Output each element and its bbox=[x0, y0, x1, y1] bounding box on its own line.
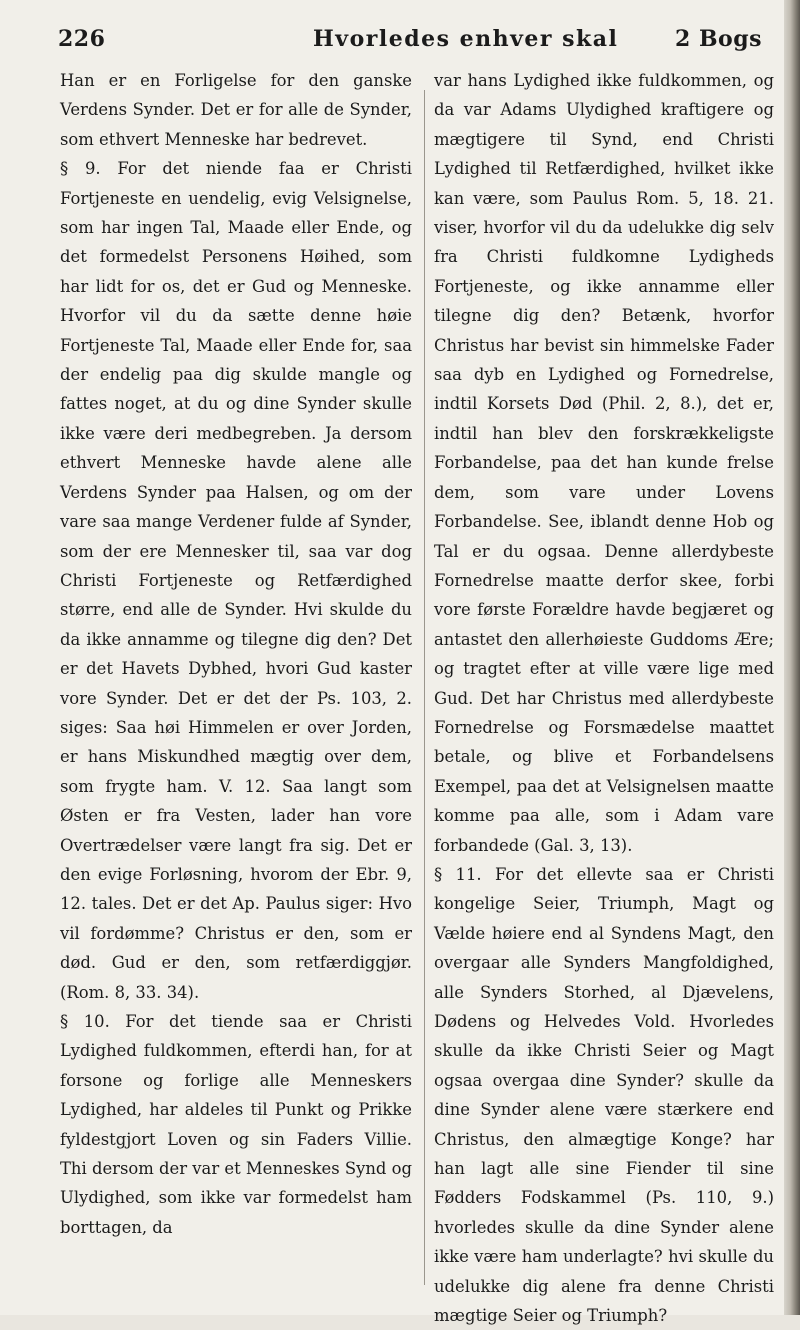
right-paragraph-1: var hans Lydighed ikke fuldkommen, og da var Adams Ulydighed kraftigere og mægtigere til Synd, end Christi Lydighed til Retfærdighed, hvilket ikke kan være, som Paulus Rom. 5, 18. 21. viser, hvorfor vil du da udelukke dig selv fra Christi fuldkomne Lydigheds Fortjeneste, og ikke annamme eller tilegne dig den? Betænk, hvorfor Christus har bevist sin himmelske Fader saa dyb en Lydighed og Fornedrelse, indtil Korsets Død (Phil. 2, 8.), det er, indtil han blev den forskrækkeligste Forbandelse, paa det han kunde frelse dem, som vare under Lovens Forbandelse. See, iblandt denne Hob og Tal er du ogsaa. Denne allerdybeste Fornedrelse maatte derfor skee, forbi vore første Forældre havde begjæret og antastet den allerhøieste Guddoms Ære; og tragtet efter at ville være lige med Gud. Det har Christus med allerdybeste Fornedrelse og Forsmædelse maattet betale, og blive et Forbandelsens Exempel, paa det at Velsignelsen maatte komme paa alle, som i Adam vare forbandede (Gal. 3, 13). bbox=[434, 71, 774, 855]
right-paragraph-2: § 11. For det ellevte saa er Christi kongelige Seier, Triumph, Magt og Vælde høiere end al Syndens Magt, den overgaar alle Synders Mangfoldighed, alle Synders Storhed, al Djævelens, Dødens og Helvedes Vold. Hvorledes skulle da ikke Christi Seier og Magt ogsaa overgaa dine Synder? skulle da dine Synder alene være stærkere end Christus, den almægtige Konge? har han lagt alle sine Fiender til sine Fødders Fodskammel (Ps. 110, 9.) hvorledes skulle da dine Synder alene ikke være ham underlagte? hvi skulle du udelukke dig alene fra denne Christi mægtige Seier og Triumph? bbox=[434, 864, 774, 1326]
column-divider bbox=[424, 90, 425, 1285]
page-number: 226 bbox=[58, 26, 106, 52]
running-header bbox=[58, 26, 762, 60]
left-paragraph-2: § 9. For det niende faa er Christi Fortjeneste en uendelig, evig Velsignelse, som har ingen Tal, Maade eller Ende, og det formedelst Personens Høihed, som har lidt for os, det er Gud og Menneske. Hvorfor vil du da sætte denne høie Fortjeneste Tal, Maade eller Ende for, saa der endelig paa dig skulde mangle og fattes noget, at du og dine Synder skulle ikke være deri medbegreben. Ja dersom ethvert Menneske havde alene alle Verdens Synder paa Halsen, og om der vare saa mange Verdener fulde af Synder, som der ere Mennesker til, saa var dog Christi Fortjeneste og Retfærdighed større, end alle de Synder. Hvi skulde du da ikke annamme og tilegne dig den? Det er det Havets Dybhed, hvori Gud kaster vore Synder. Det er det der Ps. 103, 2. siges: Saa høi Himmelen er over Jorden, er hans Miskundhed mægtig over dem, som frygte ham. V. 12. Saa langt som Østen er fra Vesten, lader han vore Overtrædelser være langt fra sig. Det er den evige Forløsning, hvorom der Ebr. 9, 12. tales. Det er det Ap. Paulus siger: Hvo vil fordømme? Christus er den, som er død. Gud er den, som retfærdiggjør. (Rom. 8, 33. 34). bbox=[60, 159, 412, 1002]
left-text-column bbox=[60, 66, 412, 1242]
left-paragraph-3: § 10. For det tiende saa er Christi Lydighed fuldkommen, efterdi han, for at forsone og forlige alle Menneskers Lydighed, har aldeles til Punkt og Prikke fyldestgjort Loven og sin Faders Villie. Thi dersom der var et Menneskes Synd og Ulydighed, som ikke var formedelst ham borttagen, da bbox=[60, 1012, 412, 1237]
signature-mark: 2 Bogs bbox=[674, 26, 762, 52]
page-binding-edge bbox=[784, 0, 800, 1315]
right-text-column bbox=[434, 66, 774, 1330]
running-title: Hvorledes enhver skal bbox=[313, 26, 619, 52]
left-paragraph-1: Han er en Forligelse for den ganske Verdens Synder. Det er for alle de Synder, som ethvert Menneske har bedrevet. bbox=[60, 71, 412, 149]
